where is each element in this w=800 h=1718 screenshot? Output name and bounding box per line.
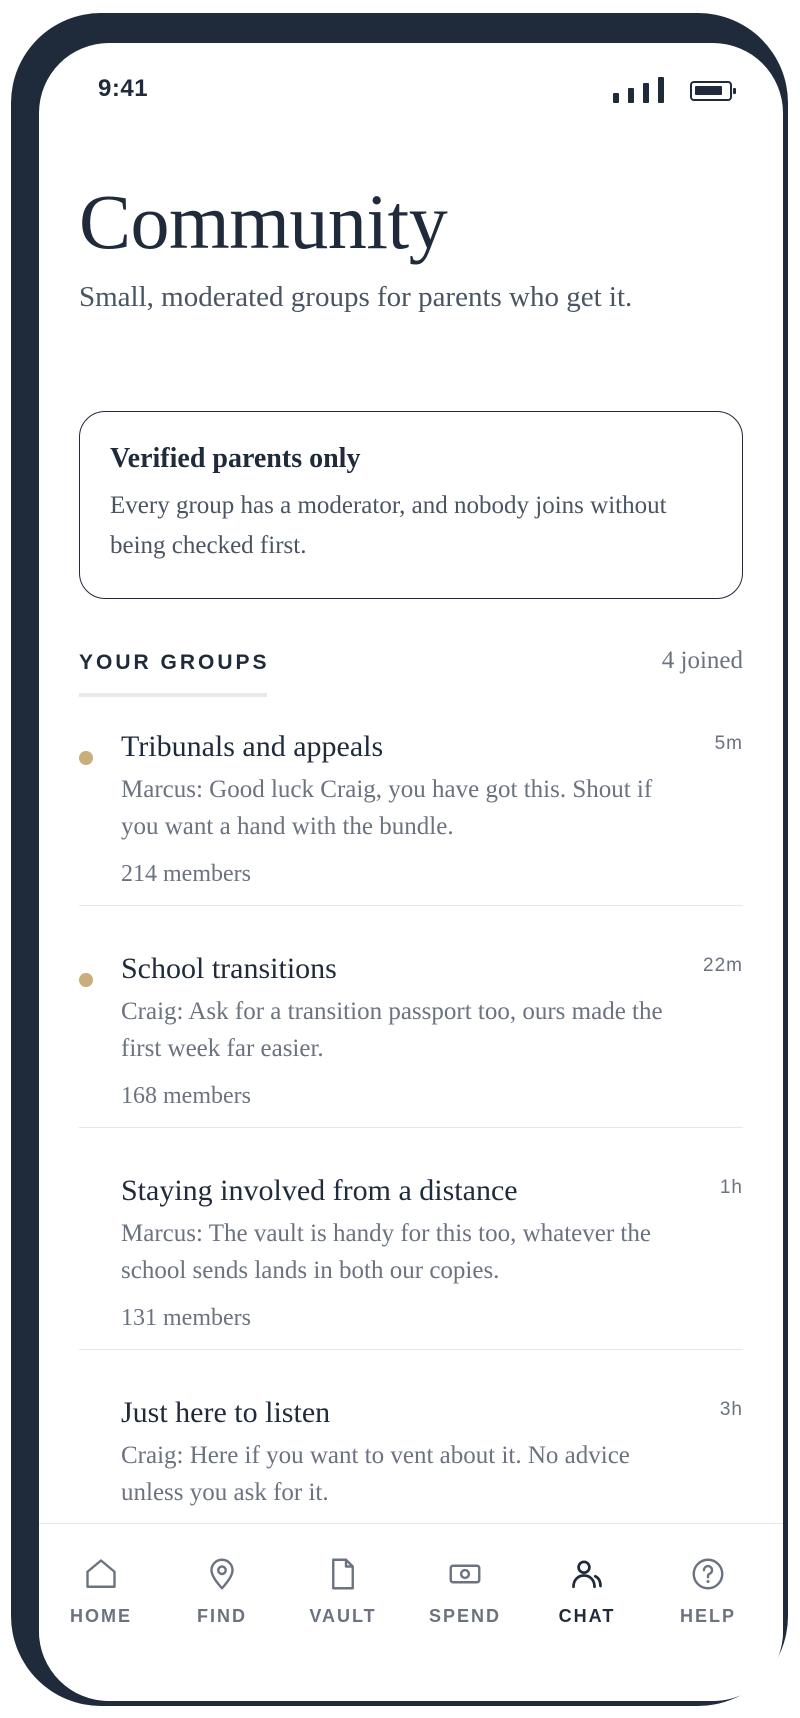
group-name: Staying involved from a distance [121, 1174, 518, 1207]
section-underline [79, 693, 267, 697]
group-item-tribunals[interactable] [79, 727, 743, 906]
group-preview: Craig: Here if you want to vent about it. No advice unless you ask for it. [121, 1442, 630, 1506]
status-time: 9:41 [98, 75, 149, 102]
tab-chat[interactable] [532, 1556, 642, 1627]
group-time: 5m [714, 733, 743, 754]
document-icon [325, 1556, 361, 1592]
group-members: 168 members [121, 1083, 251, 1109]
group-preview: Marcus: Good luck Craig, you have got this. Shout if you want a hand with the bundle. [121, 776, 653, 840]
group-preview: Craig: Ask for a transition passport too, ours made the first week far easier. [121, 998, 663, 1062]
tab-label: SPEND [428, 1606, 501, 1626]
group-members: 214 members [121, 861, 251, 887]
verified-notice-card [79, 411, 743, 599]
people-icon [569, 1556, 605, 1592]
group-item-school-transitions[interactable] [79, 949, 743, 1128]
tab-help[interactable] [653, 1556, 763, 1627]
unread-dot [79, 973, 93, 987]
tab-home[interactable] [46, 1556, 156, 1627]
notice-body: Every group has a moderator, and nobody joins without being checked first. [110, 492, 667, 559]
banknote-icon [447, 1556, 483, 1592]
device-frame [11, 13, 788, 1706]
page-title: Community [79, 178, 448, 265]
group-item-staying-involved[interactable] [79, 1171, 743, 1350]
notice-title: Verified parents only [110, 443, 361, 474]
unread-dot [79, 751, 93, 765]
screen [39, 43, 783, 1701]
section-count: 4 joined [661, 647, 743, 674]
bottom-tab-bar [39, 1523, 783, 1701]
section-label: YOUR GROUPS [79, 651, 270, 674]
home-icon [83, 1556, 119, 1592]
tab-label: HOME [70, 1606, 132, 1626]
group-name: Tribunals and appeals [121, 730, 384, 763]
tab-label: CHAT [558, 1606, 616, 1626]
signal-icon [613, 73, 669, 103]
tab-find[interactable] [167, 1556, 277, 1627]
group-time: 1h [719, 1177, 743, 1198]
group-name: School transitions [121, 952, 337, 985]
tab-label: FIND [197, 1606, 247, 1626]
battery-icon [690, 81, 732, 101]
tab-label: VAULT [309, 1606, 377, 1626]
tab-vault[interactable] [288, 1556, 398, 1627]
group-preview: Marcus: The vault is handy for this too, whatever the school sends lands in both our copies. [121, 1220, 651, 1284]
map-pin-icon [204, 1556, 240, 1592]
group-time: 22m [703, 955, 743, 976]
group-name: Just here to listen [121, 1396, 331, 1429]
help-icon [690, 1556, 726, 1592]
group-time: 3h [719, 1399, 743, 1420]
tab-spend[interactable] [410, 1556, 520, 1627]
page-subtitle: Small, moderated groups for parents who get it. [79, 281, 633, 313]
group-members: 131 members [121, 1305, 251, 1331]
tab-label: HELP [679, 1606, 736, 1626]
